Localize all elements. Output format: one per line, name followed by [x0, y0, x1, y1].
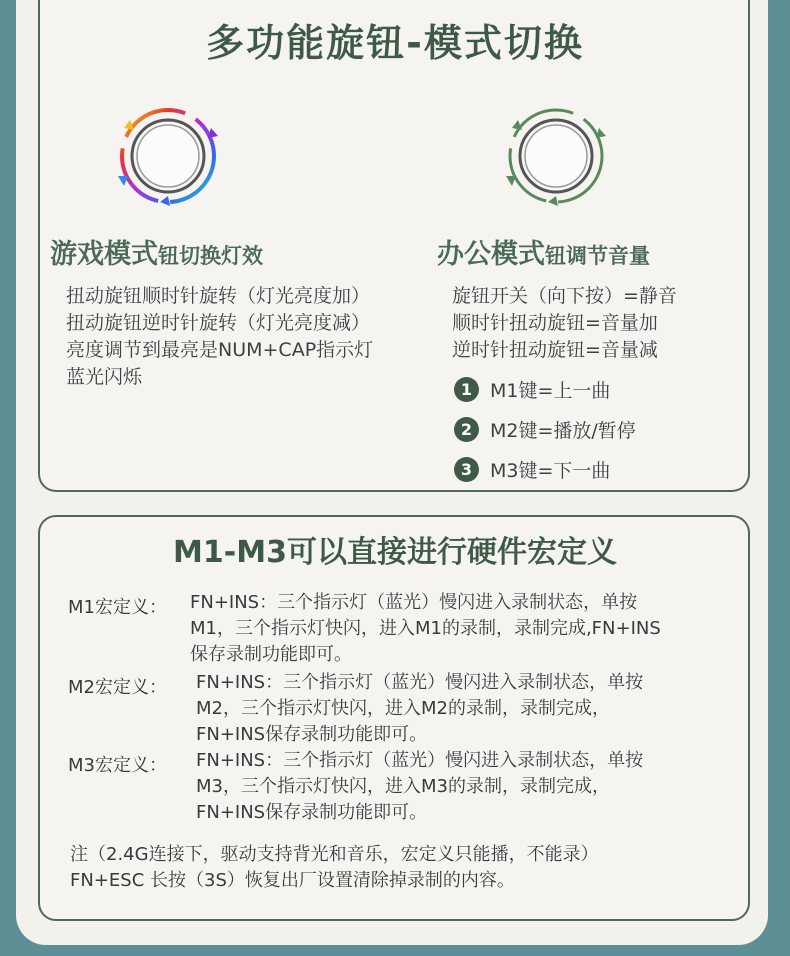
page-title: 多功能旋钮-模式切换 [206, 21, 584, 65]
office-knob-icon [498, 98, 614, 214]
game-mode-title: 游戏模式钮切换灯效 [50, 239, 263, 270]
macro-key-m3: 3 M3键=下一曲 [454, 456, 610, 483]
macro-label-m3: M3宏定义： [68, 755, 167, 776]
macro-section-title: M1-M3可以直接进行硬件宏定义 [173, 535, 617, 570]
macro-key-m1: 1 M1键=上一曲 [454, 376, 610, 403]
macro-desc-m2: FN+INS：三个指示灯（蓝光）慢闪进入录制状态，单按 M2，三个指示灯快闪，进入M2的录制，录制完成， FN+INS保存录制功能即可。 [196, 672, 644, 745]
office-mode-title: 办公模式钮调节音量 [437, 239, 650, 270]
macro-label-m2: M2宏定义： [68, 677, 167, 698]
macro-desc-m3: FN+INS：三个指示灯（蓝光）慢闪进入录制状态，单按 M3，三个指示灯快闪，进入M3的录制，录制完成， FN+INS保存录制功能即可。 [196, 750, 644, 823]
macro-label-m1: M1宏定义： [68, 597, 167, 618]
macro-notes: 注（2.4G连接下，驱动支持背光和音乐，宏定义只能播，不能录） FN+ESC 长按（3S）恢复出厂设置清除掉录制的内容。 [70, 844, 599, 891]
macro-key-m2: 2 M2键=播放/暂停 [454, 416, 636, 443]
macro-desc-m1: FN+INS：三个指示灯（蓝光）慢闪进入录制状态，单按 M1，三个指示灯快闪，进入M1的录制，录制完成,FN+INS 保存录制功能即可。 [190, 592, 661, 665]
office-mode-desc: 旋钮开关（向下按）=静音 顺时针扭动旋钮=音量加 逆时针扭动旋钮=音量减 [452, 285, 677, 361]
rgb-knob-icon [110, 98, 226, 214]
game-mode-desc: 扭动旋钮顺时针旋转（灯光亮度加） 扭动旋钮逆时针旋转（灯光亮度减） 亮度调节到最亮是NUM+CAP指示灯 蓝光闪烁 [66, 285, 374, 388]
